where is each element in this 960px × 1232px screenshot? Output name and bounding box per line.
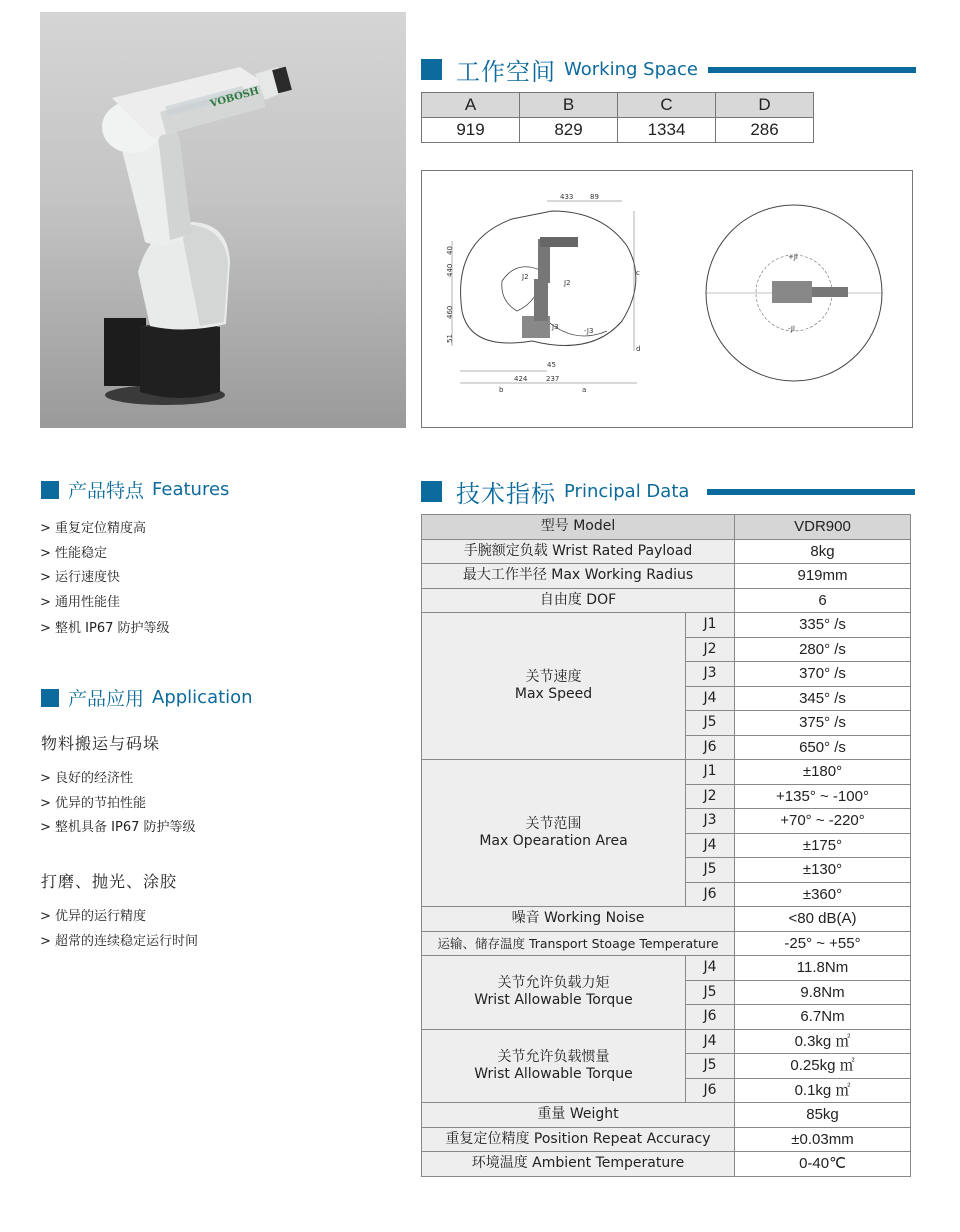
torque-joint: J4 (686, 956, 735, 981)
torque-joint: J6 (686, 1005, 735, 1030)
speed-label (422, 613, 686, 760)
dim-d: d (636, 345, 641, 353)
speed-label-zh: 关节速度 (525, 669, 582, 685)
joint-label-minus-j1: -Jl (788, 325, 795, 333)
list-item: > 优异的运行精度 (40, 909, 147, 924)
application-group1-title: 物料搬运与码垛 (41, 734, 161, 753)
speed-joint: J3 (686, 662, 735, 687)
speed-joint: J4 (686, 686, 735, 711)
table-row (422, 907, 911, 932)
features-list (40, 517, 170, 642)
range-joint: J2 (686, 784, 735, 809)
model-value: VDR900 (735, 515, 911, 540)
robot-arm-illustration (40, 12, 406, 428)
ws-value-a: 919 (422, 118, 520, 143)
dim-c: c (636, 269, 640, 277)
principal-data-title-en: Principal Data (564, 481, 690, 502)
dim-40: 40 (446, 246, 454, 255)
range-joint: J3 (686, 809, 735, 834)
heading-square-icon (421, 59, 442, 80)
range-value: +135° ~ -100° (735, 784, 911, 809)
range-value: ±130° (735, 858, 911, 883)
dim-a: a (582, 386, 587, 394)
torque-joint: J5 (686, 980, 735, 1005)
features-title-en: Features (152, 479, 230, 500)
ws-col-c: C (618, 93, 716, 118)
radius-label: 最大工作半径 Max Working Radius (422, 564, 735, 589)
joint-label-j3: J3 (552, 323, 559, 331)
table-row (422, 956, 911, 981)
speed-value: 280° /s (735, 637, 911, 662)
ws-col-b: B (520, 93, 618, 118)
list-item: > 整机具备 IP67 防护等级 (40, 820, 196, 835)
table-row (422, 564, 911, 589)
dof-value: 6 (735, 588, 911, 613)
range-label-en: Max Opearation Area (479, 833, 628, 849)
application-group2-title: 打磨、抛光、涂胶 (41, 872, 178, 891)
table-row (422, 515, 911, 540)
robot-photo (40, 12, 406, 428)
table-row (422, 931, 911, 956)
principal-data-title-zh: 技术指标 (456, 480, 556, 508)
dim-440: 440 (446, 263, 454, 277)
table-row (422, 613, 911, 638)
brand-logo: VOBOSH (209, 85, 261, 111)
principal-data-heading (421, 474, 915, 509)
range-joint: J5 (686, 858, 735, 883)
range-value: ±360° (735, 882, 911, 907)
list-item: > 性能稳定 (40, 545, 108, 561)
torque-label (422, 956, 686, 1030)
dim-424: 424 (514, 375, 528, 383)
list-item: > 超常的连续稳定运行时间 (40, 933, 199, 949)
dim-89: 89 (590, 193, 599, 201)
dim-460: 460 (446, 305, 454, 319)
ws-value-d: 286 (716, 118, 814, 143)
range-joint: J1 (686, 760, 735, 785)
inertia-label (422, 1029, 686, 1103)
range-joint: J4 (686, 833, 735, 858)
torque-label-en: Wrist Allowable Torque (474, 992, 633, 1009)
dim-45: 45 (547, 361, 556, 369)
principal-data-table (421, 514, 911, 1177)
joint-label-plus-j1: +Jl (788, 253, 798, 261)
speed-value: 345° /s (735, 686, 911, 711)
features-title-zh: 产品特点 (68, 480, 145, 502)
list-item: > 优异的节拍性能 (40, 795, 147, 811)
torque-value: 9.8Nm (735, 980, 911, 1005)
table-row (422, 1152, 911, 1177)
range-value: +70° ~ -220° (735, 809, 911, 834)
inertia-joint: J4 (686, 1029, 735, 1054)
noise-value: <80 dB(A) (735, 907, 911, 932)
working-space-title-en: Working Space (564, 59, 698, 80)
list-item: > 整机 IP67 防护等级 (40, 621, 170, 636)
application-group2-list (40, 905, 198, 954)
range-value: ±175° (735, 833, 911, 858)
table-row (422, 1029, 911, 1054)
table-row (422, 539, 911, 564)
working-space-title-zh: 工作空间 (456, 58, 556, 86)
application-group1-list (40, 767, 196, 841)
list-item: > 重复定位精度高 (40, 521, 147, 536)
speed-label-en: Max Speed (514, 686, 593, 702)
torque-label-zh: 关节允许负载力矩 (497, 975, 610, 992)
payload-value: 8kg (735, 539, 911, 564)
speed-joint: J5 (686, 711, 735, 736)
joint-label-j2-left: J2 (522, 273, 529, 281)
heading-rule (707, 489, 915, 495)
list-item: > 通用性能佳 (40, 594, 121, 610)
heading-square-icon (41, 689, 59, 707)
transport-value: -25° ~ +55° (735, 931, 911, 956)
speed-joint: J2 (686, 637, 735, 662)
features-heading (41, 476, 229, 503)
inertia-value: 0.25kg ㎡ (735, 1054, 911, 1079)
ws-value-b: 829 (520, 118, 618, 143)
dim-b: b (499, 386, 504, 394)
joint-label-minus-j3: -J3 (584, 327, 594, 335)
inertia-label-zh: 关节允许负载惯量 (497, 1048, 610, 1065)
application-heading (41, 684, 253, 711)
heading-rule (708, 67, 916, 73)
torque-value: 11.8Nm (735, 956, 911, 981)
ws-value-c: 1334 (618, 118, 716, 143)
speed-joint: J6 (686, 735, 735, 760)
dim-433: 433 (560, 193, 574, 201)
joint-label-j2-right: J2 (564, 279, 571, 287)
dim-51: 51 (446, 334, 454, 343)
application-title-zh: 产品应用 (68, 688, 145, 710)
radius-value: 919mm (735, 564, 911, 589)
ws-col-d: D (716, 93, 814, 118)
heading-square-icon (41, 481, 59, 499)
transport-label: 运输、储存温度 Transport Stoage Temperature (422, 931, 735, 956)
table-row (422, 1127, 911, 1152)
speed-value: 650° /s (735, 735, 911, 760)
torque-value: 6.7Nm (735, 1005, 911, 1030)
payload-label: 手腕额定负载 Wrist Rated Payload (422, 539, 735, 564)
range-joint: J6 (686, 882, 735, 907)
application-title-en: Application (152, 687, 253, 708)
table-row (422, 760, 911, 785)
accuracy-label: 重复定位精度 Position Repeat Accuracy (422, 1127, 735, 1152)
speed-joint: J1 (686, 613, 735, 638)
speed-value: 370° /s (735, 662, 911, 687)
range-label (422, 760, 686, 907)
dof-label: 自由度 DOF (422, 588, 735, 613)
working-space-heading (421, 52, 916, 87)
model-label: 型号 Model (422, 515, 735, 540)
accuracy-value: ±0.03mm (735, 1127, 911, 1152)
inertia-label-en: Wrist Allowable Torque (474, 1065, 633, 1082)
inertia-joint: J6 (686, 1078, 735, 1103)
inertia-value: 0.1kg ㎡ (735, 1078, 911, 1103)
list-item: > 良好的经济性 (40, 771, 134, 786)
noise-label: 噪音 Working Noise (422, 907, 735, 932)
heading-square-icon (421, 481, 442, 502)
table-row (422, 588, 911, 613)
ws-col-a: A (422, 93, 520, 118)
ambient-value: 0-40℃ (735, 1152, 911, 1177)
working-envelope-diagram (421, 170, 913, 428)
inertia-joint: J5 (686, 1054, 735, 1079)
working-space-value-row (422, 118, 814, 143)
envelope-drawing (422, 171, 912, 427)
speed-value: 335° /s (735, 613, 911, 638)
working-space-header-row (422, 93, 814, 118)
inertia-value: 0.3kg ㎡ (735, 1029, 911, 1054)
table-row (422, 1103, 911, 1128)
list-item: > 运行速度快 (40, 570, 121, 585)
ambient-label: 环境温度 Ambient Temperature (422, 1152, 735, 1177)
range-label-zh: 关节范围 (525, 816, 582, 832)
dim-237: 237 (546, 375, 560, 383)
range-value: ±180° (735, 760, 911, 785)
weight-label: 重量 Weight (422, 1103, 735, 1128)
working-space-table (421, 92, 814, 143)
weight-value: 85kg (735, 1103, 911, 1128)
speed-value: 375° /s (735, 711, 911, 736)
